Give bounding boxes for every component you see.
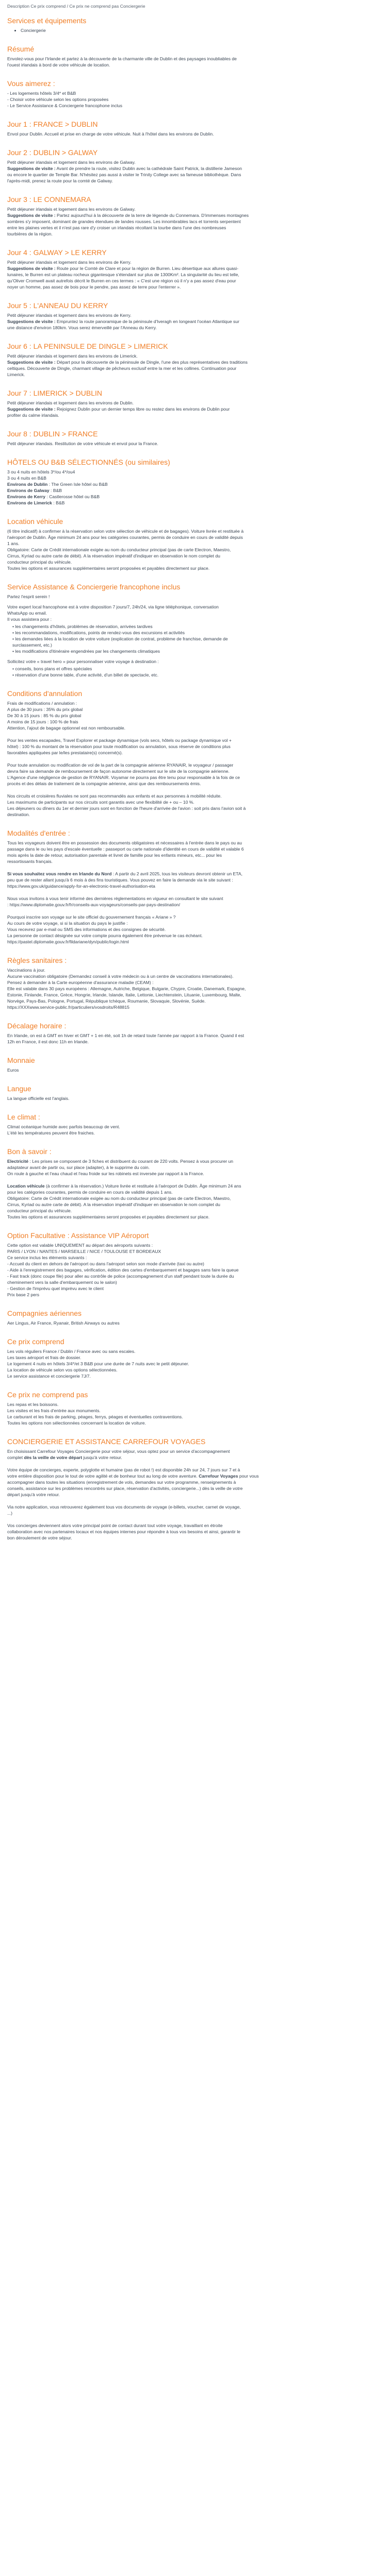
jour-6-line: Limerick. <box>7 372 25 377</box>
hotel-name: : B&B <box>52 500 65 505</box>
prix-ne-comprend-title: Ce prix ne comprend pas <box>7 1391 88 1399</box>
jour-2-suggestion <box>7 165 384 172</box>
formalites-line: La personne de contact désignée sur votre compte pourra également être prévenue le cas échéant. <box>7 933 203 938</box>
jour-3-line: tourbières de la région. <box>7 231 53 236</box>
jour-5-line: Petit déjeuner irlandais et logement dans les environs de Kerry. <box>7 313 132 318</box>
assistance-extra-list <box>7 666 384 678</box>
jour-6-line: Petit déjeuner irlandais et logement dans les environs de Limerick. <box>7 353 138 359</box>
annulation-line: hôtel) : 100 % du montant de la réservation pour toute modification ou annulation, sous réserve de conditions plus <box>7 744 231 749</box>
conciergerie-line: Votre équipe de concierges, experte, polyglotte et humaine (pas de robot !) est disponible 24h sur 24, 7 jours sur 7 et à <box>7 1467 240 1472</box>
annulation-line: Frais de modifications / annulation : <box>7 701 77 706</box>
prix-ne-comprend-line: Le carburant et les frais de parking, péages, ferrys, péages et éventuelles contraventions. <box>7 1414 183 1419</box>
location-line: 1 ans. <box>7 541 20 546</box>
prix-ne-comprend-section <box>7 1391 384 1426</box>
jour-1-title: Jour 1 : FRANCE > DUBLIN <box>7 120 98 128</box>
hotel-area: Environs de Limerick <box>7 500 52 505</box>
bon-a-savoir-section <box>7 1147 384 1220</box>
prix-comprend-line: La location de véhicule selon vos options sélectionnées. <box>7 1367 118 1372</box>
services-list <box>7 27 384 33</box>
formalites-line: Au cours de votre voyage, si si la situation du pays le justifie : <box>7 921 128 926</box>
resume-title: Résumé <box>7 45 35 53</box>
suggestion-text: Route pour le Comté de Clare et pour la région de Burren. Lieu désertique aux allures quasi- <box>55 266 239 271</box>
formalites-line: ressortissants français. <box>7 859 53 864</box>
langue-section <box>7 1084 384 1101</box>
conciergerie-line: départ jusqu'à votre retour. <box>7 1492 60 1497</box>
jour-6-suggestion <box>7 359 384 365</box>
location-line: (6 titre indicatif) à confirmer à la réservation selon votre sélection de véhicule et de bagages). Voiture livrée et restituée à <box>7 529 244 534</box>
conciergerie-line: Vos concierges deviennent alors votre principal point de contact durant tout votre voyage, travaillant en étroite <box>7 1523 223 1528</box>
jour-2-section <box>7 148 384 184</box>
assistance-list <box>7 623 384 654</box>
formalites-line: mois après la date de retour, autorisation parentale et livret de famille pour les enfants mineurs, etc... pour les <box>7 853 222 858</box>
vip-section <box>7 1231 384 1298</box>
sanitaires-line: Vaccinations à jour. <box>7 968 45 973</box>
assistance-line: Votre expert local francophone est à votre disposition 7 jours/7, 24h/24, via ligne téléphonique, conversation <box>7 604 219 609</box>
assistance-item: • les recommandations, modifications, points de rendez-vous des excursions et activités <box>12 630 185 635</box>
assistance-line: WhatsApp ou email. <box>7 611 47 616</box>
vip-line: Cette option est valable UNIQUEMENT au départ des aéroports suivants : <box>7 1243 153 1248</box>
hotels-section <box>7 458 384 506</box>
assistance-title: Service Assistance & Conciergerie francophone inclus <box>7 583 181 591</box>
jour-4-title: Jour 4 : GALWAY > LE KERRY <box>7 248 107 257</box>
formalites-line: passage dans le ou les pays d'escale éventuelle : passeport ou carte nationale d'identité en cours de validité et valable 6 <box>7 846 244 852</box>
suggestion-label: Suggestions de visite : <box>7 266 56 271</box>
resume-section <box>7 45 384 68</box>
suggestion-text: Partez aujourd'hui à la découverte de la terre de légende du Connemara. D'immenses montagnes <box>55 213 249 218</box>
annulation-line: procès et des délais de traitement de la compagnie aérienne, ainsi que des remboursements émis. <box>7 781 201 786</box>
prix-ne-comprend-line: Les visites et les frais d'entrée aux monuments. <box>7 1408 101 1413</box>
annulation-title: Conditions d'annulation <box>7 689 83 698</box>
assistance-item: • conseils, bons plans et offres spéciales <box>12 666 92 671</box>
sanitaires-line: Aucune vaccination obligatoire (Demandez conseil à votre médecin ou à un centre de vaccinations internationales). <box>7 974 234 979</box>
location-line: Cirrus, Kyriad ou autre carte de débit). A la réservation impératif d'indiquer en observation le nom complet du <box>7 553 220 558</box>
jour-4-suggestion <box>7 265 384 272</box>
prix-comprend-line: Les vols réguliers France / Dublin / France avec ou sans escales. <box>7 1349 136 1354</box>
annulation-line: Nos circuits et croisières fluviales ne sont pas recommandés aux enfants et aux personnes à mobilité réduite. <box>7 793 222 799</box>
suggestion-text: Empruntez la route panoramique de la péninsule d'Iveragh en longeant l'océan Atlantique sur <box>55 319 239 324</box>
bon-a-savoir-line: Cirrus, Kyriad ou autre carte de débit). A la réservation impératif d'indiquer en observation le nom complet du <box>7 1202 220 1207</box>
jour-1-section <box>7 120 384 137</box>
annulation-line: Pour toute annulation ou modification de vol de la part de la compagnie aérienne RYANAIR, le voyageur / passager <box>7 762 234 768</box>
annulation-line: devra faire sa demande de remboursement de façon autonome directement sur le site de la compagnie aérienne. <box>7 769 230 774</box>
jour-7-line: Petit déjeuner irlandais et logement dans les environs de Dublin. <box>7 400 134 405</box>
formalites-ariane-link[interactable]: https://pastel.diplomatie.gouv.fr/fildariane/dyn/public/login.html <box>7 939 129 944</box>
jour-6-title: Jour 6 : LA PENINSULE DE DINGLE > LIMERICK <box>7 342 168 350</box>
formalites-diplomatie-link[interactable]: : https://www.diplomatie.gouv.fr/fr/conseils-aux-voyageurs/conseils-par-pays-destination/ <box>7 902 181 907</box>
climat-line: L'été les températures peuvent être fraiches. <box>7 1130 95 1136</box>
resume-line: Envolez-vous pour l'Irlande et partez à la découverte de la charmante ville de Dublin et des paysages inoubliables de <box>7 56 237 61</box>
hotel-name: : B&B <box>49 488 62 493</box>
suggestion-text: Départ pour la découverte de la péninsule de Dingle, l'une des plus représentatives des traditions <box>55 360 248 365</box>
services-title: Services et équipements <box>7 16 87 25</box>
suggestion-text: Avant de prendre la route, visitez Dublin avec la cathédrale Saint Patrick, la distillerie Jameson <box>55 166 242 171</box>
conciergerie-line: conseils, assistance sur les problèmes rencontrés sur place, réservation d'activités, conciergerie...) dès la veille de votre <box>7 1486 243 1491</box>
vip-line: PARIS / LYON / NANTES / MARSEILLE / NICE / TOULOUSE ET BORDEAUX <box>7 1249 161 1254</box>
bon-a-savoir-line: Toutes les options et assurances supplémentaires seront proposées et payables directement sur place. <box>7 1214 210 1219</box>
hotel-row <box>7 500 384 506</box>
formalites-line: Vous recevrez par e-mail ou SMS des informations et des consignes de sécurité. <box>7 927 166 932</box>
jour-5-line: une distance d'environ 180km. Vous serez émerveillé par l'Anneau du Kerry. <box>7 325 157 330</box>
annulation-line: L'Agence d'une négligence de gestion de RYANAIR. Voyamar ne pourra pas être tenu pour responsable à la fois de ce <box>7 775 240 780</box>
jour-3-line: sombres s'y imposent, dominant de grandes étendues de landes rousses. Les innombrables lacs et torrents serpentent <box>7 219 241 224</box>
hotels-title: HÔTELS OU B&B SÉLECTIONNÉS (ou similaires) <box>7 458 170 466</box>
assistance-item: • les changements d'hôtels, problèmes de réservation, arrivées tardives <box>12 624 153 629</box>
conciergerie-line: complet dès la veille de votre départ jusqu'à votre retour. <box>7 1455 122 1460</box>
hotels-line: 3 ou 4 nuits en B&B <box>7 476 46 481</box>
resume-line: l'ouest irlandais à bord de votre véhicule de location. <box>7 62 110 67</box>
vous-aimerez-line: - Choisir votre véhicule selon les options proposées <box>7 97 109 102</box>
monnaie-section <box>7 1056 384 1073</box>
annulation-line: A moins de 15 jours : 100 % de frais <box>7 719 78 724</box>
suggestion-label: Suggestions de visite : <box>7 319 56 324</box>
jour-7-section <box>7 389 384 418</box>
jour-8-text: Petit déjeuner irlandais. Restitution de votre véhicule et envol pour la France. <box>7 441 158 446</box>
assistance-item: • les demandes liées à la location de votre voiture (explication de contrat, problème de franchise, demande de surclassement, etc.) <box>12 636 228 648</box>
sanitaires-section <box>7 956 384 1010</box>
vip-line: - Aide à l'enregistrement des bagages, vérification, édition des cartes d'embarquement et bagages sans faire la queue <box>7 1267 239 1273</box>
formalites-eta-line: Si vous souhaitez vous rendre en Irlande du Nord : A partir du 2 avril 2025, tous les visiteurs devront obtenir un ETA, <box>7 871 242 876</box>
conciergerie-section <box>7 1437 384 1541</box>
assistance-line: Partez l'esprit serein ! <box>7 594 50 599</box>
monnaie-title: Monnaie <box>7 1056 35 1064</box>
assistance-line: Sollicitez votre « travel hero » pour personnaliser votre voyage à destination : <box>7 659 159 664</box>
bon-a-savoir-electricite: Electricité : Les prises se composent de 3 fiches et distribuent du courant de 220 volts. Pensez à vous procurer un <box>7 1159 234 1164</box>
annulation-line: Attention, l'ajout de bagage optionnel est non remboursable. <box>7 725 126 731</box>
annulation-line: destination. <box>7 812 30 817</box>
hotel-area: Environs de Kerry <box>7 494 46 499</box>
location-line: Toutes les options et assurances supplémentaires seront proposées et payables directement sur place. <box>7 566 210 571</box>
vip-line: - Fast track (donc coupe file) pour aller au contrôle de police (accompagnement d'un staff pendant toute la durée du <box>7 1274 234 1279</box>
jour-4-line: Petit déjeuner irlandais et logement dans les environs de Kerry. <box>7 260 132 265</box>
vip-line: - Gestion de l'imprévu quel imprévu avec le client <box>7 1286 104 1291</box>
location-line: conducteur principal du véhicule. <box>7 560 72 565</box>
hotel-area: Environs de Galway <box>7 488 50 493</box>
suggestion-text: Rejoignez Dublin pour un dernier temps libre ou restez dans les environs de Dublin pour <box>55 406 230 412</box>
annulation-section <box>7 689 384 818</box>
assistance-item: • réservation d'une bonne table, d'une activité, d'un billet de spectacle, etc. <box>12 672 159 677</box>
jour-7-suggestion <box>7 406 384 412</box>
vip-line: Prix base 2 pers <box>7 1292 40 1297</box>
decalage-line: En Irlande, on est à GMT en hiver et GMT + 1 en été, soit 1h de retard toute l'année par rapport à la France. Quand il est <box>7 1033 245 1038</box>
prix-comprend-line: Le logement 4 nuits en hôtels 3/4*/et 3 B&B pour une durée de 7 nuits avec le petit déjeuner. <box>7 1361 189 1366</box>
formalites-line: peu que de rester allant jusqu'à 6 mois à des fins touristiques. Vous pouvez en faire la demande via le site suivant : <box>7 877 233 883</box>
jour-3-title: Jour 3 : LE CONNEMARA <box>7 195 91 204</box>
prix-ne-comprend-line: Toutes les options non sélectionnées concernant la location de voiture. <box>7 1420 146 1426</box>
assistance-item: • les modifications d'itinéraire engendrées par les changements climatiques <box>12 649 160 654</box>
jour-2-title: Jour 2 : DUBLIN > GALWAY <box>7 148 98 157</box>
jour-6-line: celtiques. Découverte de Dingle, charmant village de pêcheurs exclusif entre la mer et les collines. Continuation pour <box>7 366 237 371</box>
bon-a-savoir-line: pour les catégories courantes, permis de conduire en cours de validité depuis 1 ans. <box>7 1190 173 1195</box>
langue-line: La langue officielle est l'anglais. <box>7 1096 70 1101</box>
compagnies-title: Compagnies aériennes <box>7 1309 82 1317</box>
vous-aimerez-section <box>7 79 384 109</box>
suggestion-label: Suggestions de visite : <box>7 213 56 218</box>
sanitaires-title: Règles sanitaires : <box>7 956 67 964</box>
vip-title: Option Facultative : Assistance VIP Aéroport <box>7 1231 149 1240</box>
jour-7-line: profiter du calme irlandais. <box>7 413 59 418</box>
vous-aimerez-title: Vous aimerez : <box>7 79 55 88</box>
jour-6-section <box>7 342 384 378</box>
sanitaires-line: Norvège, Pays-Bas, Pologne, Portugal, République tchèque, Roumanie, Slovaquie, Slovénie, Suède. <box>7 998 206 1004</box>
annulation-line: Pour les ventes escapades, Travel Explorer et package dynamique (vols secs, hôtels ou package dynamique vol + <box>7 738 232 743</box>
compagnies-line: Aer Lingus, Air France, Ryanair, British Airways ou autres <box>7 1320 120 1326</box>
bon-a-savoir-line: Obligatoire: Carte de Crédit internationale exigée au nom du conducteur principal (pas de carte Electron, Maestro, <box>7 1196 231 1201</box>
bon-a-savoir-line: On roule à gauche et l'eau chaud et l'eau froide sur les robinets est inversée par rapport à la France. <box>7 1171 204 1176</box>
sanitaires-line: Pensez à demander à la Carte européenne d'assurance maladie (CEAM) : <box>7 980 154 985</box>
annulation-line: Les maximums de participants sur nos circuits sont garantis avec une flexibilité de + ou – 10 %. <box>7 800 194 805</box>
sanitaires-line: Elle est valable dans 30 pays européens : Allemagne, Autriche, Belgique, Bulgarie, Chypre, Croatie, Danemark, Espagne, <box>7 986 246 991</box>
jour-2-line: ou encore le quartier de Temple Bar. N'hésitez pas aussi à visiter le Trinity College avec sa fameuse bibliothèque. Dans <box>7 172 241 177</box>
services-item: • Conciergerie <box>21 27 384 33</box>
jour-7-title: Jour 7 : LIMERICK > DUBLIN <box>7 389 103 397</box>
sanitaires-link[interactable]: https://XXXwww.service-public.fr/particuliers/vosdroits/R48815 <box>7 1005 129 1010</box>
sanitaires-line: Estonie, Finlande, France, Grèce, Hongrie, Irlande, Islande, Italie, Lettonie, Liechtenstein, Lituanie, Luxembourg, Malte, <box>7 992 241 997</box>
conciergerie-line: accompagner dans toutes les situations (enregistrement de vols, demandes sur votre programme, renseignements à <box>7 1480 236 1485</box>
jour-5-title: Jour 5 : L'ANNEAU DU KERRY <box>7 301 108 310</box>
prix-comprend-line: Les taxes aéroport et frais de dossier. <box>7 1355 82 1360</box>
prix-comprend-section <box>7 1337 384 1379</box>
conciergerie-line: En choisissant Carrefour Voyages Conciergerie pour votre séjour, vous optez pour un service d'accompagnement <box>7 1449 230 1454</box>
jour-3-line: Petit déjeuner irlandais et logement dans les environs de Galway. <box>7 207 136 212</box>
jour-4-line: noyer un homme, pas assez de bois pour le pendre, pas assez de terre pour l'enterrer ». <box>7 284 181 290</box>
hotels-line: 3 ou 4 nuits en hôtels 3*/ou 4*/ou4 <box>7 469 75 474</box>
vip-line: - Accueil du client en dehors de l'aéroport ou dans l'aéroport selon son mode d'arrivée (taxi ou autre) <box>7 1261 204 1266</box>
location-line: Obligatoire: Carte de Crédit internationale exigée au nom du conducteur principal (pas de carte Electron, Maestro, <box>7 547 231 552</box>
vous-aimerez-line: - Les logements hôtels 3/4* et B&B <box>7 91 76 96</box>
vous-aimerez-line: - Le Service Assistance & Conciergerie francophone inclus <box>7 103 123 108</box>
jour-4-section <box>7 248 384 290</box>
bon-a-savoir-line: adaptateur avant de partir ou, sur place (adapter), à le supprime du coin. <box>7 1165 150 1170</box>
prix-comprend-title: Ce prix comprend <box>7 1337 64 1346</box>
jour-5-section <box>7 301 384 331</box>
jour-8-title: Jour 8 : DUBLIN > FRANCE <box>7 430 98 438</box>
jour-2-line: l'après-midi, prenez la route pour la comté de Galway. <box>7 178 113 183</box>
bon-a-savoir-line: conducteur principal du véhicule. <box>7 1208 72 1213</box>
formalites-title: Modalités d'entrée : <box>7 829 70 837</box>
prix-ne-comprend-line: Les repas et les boissons. <box>7 1402 59 1407</box>
climat-line: Climat océanique humide avec parfois beaucoup de vent. <box>7 1124 120 1129</box>
compagnies-section <box>7 1309 384 1326</box>
bon-a-savoir-title: Bon à savoir : <box>7 1147 52 1156</box>
decalage-line: 12h en France, il est donc 11h en Irlande. <box>7 1039 89 1044</box>
conciergerie-line: collaboration avec nos partenaires locaux et nos équipes internes pour répondre à tous vos besoins et ainsi, garantir le <box>7 1529 240 1534</box>
decalage-section <box>7 1022 384 1045</box>
formalites-section <box>7 829 384 945</box>
vip-line: cheminement vers la salle d'embarquement ou le salon) <box>7 1280 117 1285</box>
hotel-name: : The Green Isle hôtel ou B&B <box>47 482 108 487</box>
monnaie-line: Euros <box>7 1067 19 1073</box>
location-title: Location véhicule <box>7 517 63 526</box>
climat-section <box>7 1113 384 1136</box>
annulation-line: De 30 à 15 jours : 85 % du prix global <box>7 713 82 718</box>
formalites-line: Nous vous invitons à vous tenir informé des dernières réglementations en vigueur en consultant le site suivant <box>7 896 223 901</box>
prix-comprend-line: Le service assistance et conciergerie 7J/7. <box>7 1374 91 1379</box>
hotel-row <box>7 487 384 494</box>
climat-title: Le climat : <box>7 1113 40 1121</box>
suggestion-label: Suggestions de visite : <box>7 166 56 171</box>
conciergerie-line: votre entière disposition pour le tout de votre agilité et de bonheur tout au long de votre aventure. Carrefour Voyages pour vous <box>7 1473 259 1479</box>
hotel-row <box>7 494 384 500</box>
formalites-line: Tous les voyageurs doivent être en possession des documents obligatoires et nécessaires à l'entrée dans le pays ou au <box>7 840 242 845</box>
assistance-line: Il vous assistera pour : <box>7 617 52 622</box>
conciergerie-line: bon déroulement de votre séjour. <box>7 1535 72 1540</box>
langue-title: Langue <box>7 1084 31 1093</box>
formalites-line: Pourquoi inscrire son voyage sur le site officiel du gouvernement français « Ariane » ? <box>7 914 176 920</box>
bon-a-savoir-location: Location véhicule (à confirmer à la réservation.) Voiture livrée et restituée à l'aéroport de Dublin. Âge minimum 24 ans <box>7 1183 241 1189</box>
jour-3-suggestion <box>7 212 384 218</box>
annulation-line: Les déjeuners ou dîners du 1er et dernier jours sont en fonction de l'heure d'arrivée de l'avion : soit pris dans l'avion soit à <box>7 806 246 811</box>
jour-1-text: Envol pour Dublin. Accueil et prise en charge de votre véhicule. Nuit à l'hôtel dans les environs de Dublin. <box>7 131 214 137</box>
jour-4-line: qu'Oliver Cromwell avait autrefois décrit le Burren en ces termes : « C'est une région où il n'y a pas assez d'eau pour <box>7 278 236 283</box>
vip-line: Ce service inclus les éléments suivants : <box>7 1255 87 1260</box>
jour-4-line: lunaires, le Burren est un plateau rocheux gigantesque s'étendant sur plus de 1300Km². La singularité du lieu est telle, <box>7 272 239 277</box>
annulation-line: A plus de 30 jours : 35% du prix global <box>7 707 83 712</box>
formalites-eta-link[interactable]: https://www.gov.uk/guidance/apply-for-an-electronic-travel-authorisation-eta <box>7 884 155 889</box>
hotel-name: : Castlerosse hôtel ou B&B <box>45 494 100 499</box>
annulation-line: favorables appliquées par le/les prestataire(s) concerné(s). <box>7 750 123 755</box>
jour-5-suggestion <box>7 318 384 325</box>
hotel-area: Environs de Dublin <box>7 482 48 487</box>
description-tabs-lead: Description Ce prix comprend / Ce prix ne comprend pas Conciergerie <box>7 4 145 9</box>
jour-3-line: entre les plaines vertes et il n'est pas rare d'y croiser un irlandais récoltant la tourbe dans l'une des nombreuses <box>7 225 226 230</box>
assistance-section <box>7 583 384 678</box>
services-section <box>7 16 384 33</box>
jour-8-section <box>7 430 384 447</box>
suggestion-label: Suggestions de visite : <box>7 406 56 412</box>
location-line: l'aéroport de Dublin. Âge minimum 24 ans pour les catégories courantes, permis de conduire en cours de validité depuis <box>7 535 243 540</box>
conciergerie-title: CONCIERGERIE ET ASSISTANCE CARREFOUR VOYAGES <box>7 1437 206 1446</box>
decalage-title: Décalage horaire : <box>7 1022 67 1030</box>
location-section <box>7 517 384 571</box>
jour-3-section <box>7 195 384 237</box>
conciergerie-line: ...) <box>7 1511 13 1516</box>
conciergerie-line: Via notre application, vous retrouverez également tous vos documents de voyage (e-billets, voucher, carnet de voyage, <box>7 1504 241 1510</box>
jour-2-line: Petit déjeuner irlandais et logement dans les environs de Galway. <box>7 160 136 165</box>
suggestion-label: Suggestions de visite : <box>7 360 56 365</box>
hotel-row <box>7 481 384 487</box>
